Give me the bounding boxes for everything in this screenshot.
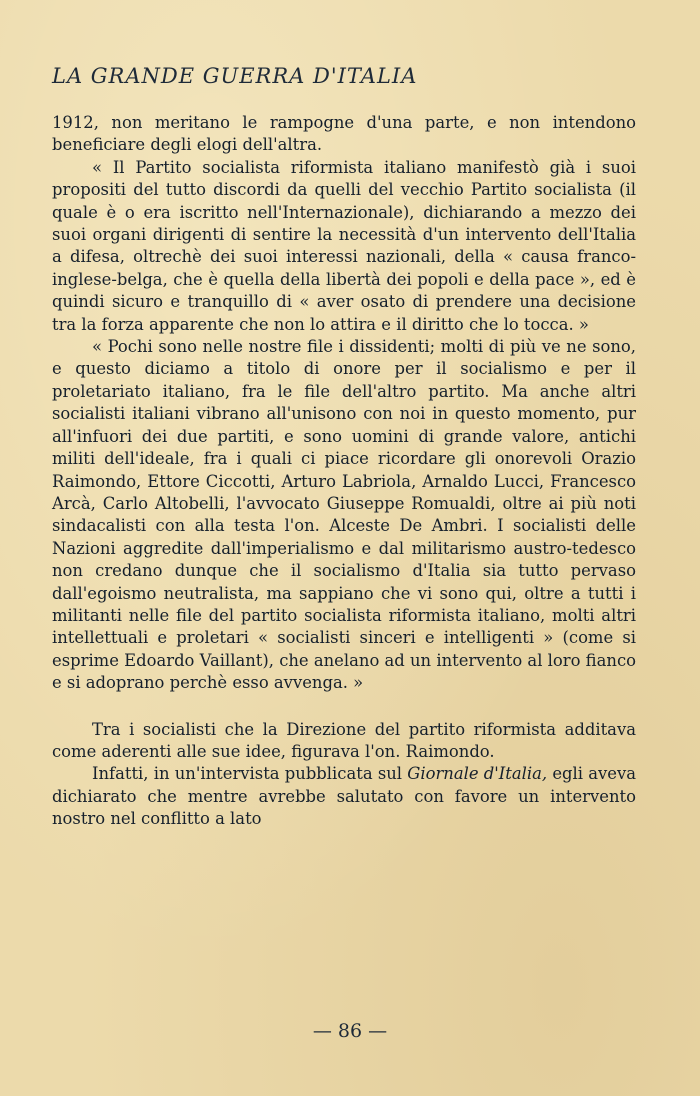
paragraph-quote-party: « Il Partito socialista riformista italiano manifestò già i suoi propositi del tutto discordi da quelli del vecchio Partito socialista (il quale è o era iscritto nell'Internazionale), dichiarando a mezzo dei suoi organi dirigenti di sentire la necessità d'un intervento dell'Italia a difesa, oltrechè dei suoi interessi nazionali, della « causa franco-inglese-belga, che è quella della libertà dei popoli e della pace », ed è quindi sicuro e tranquillo di « aver osato di prendere una decisione tra la forza apparente che non lo attira e il diritto che lo tocca. » xyxy=(52,157,636,334)
newspaper-title: Giornale d'Italia, xyxy=(407,764,548,784)
paragraph-continuation: 1912, non meritano le rampogne d'una parte, e non intendono beneficiare degli elogi dell'altra. xyxy=(52,113,636,155)
body-text xyxy=(52,112,636,831)
paragraph-interview xyxy=(52,763,636,830)
paragraph-interview-lead: Infatti, in un'intervista pubblicata sul xyxy=(92,764,408,784)
running-head: LA GRANDE GUERRA D'ITALIA xyxy=(52,64,418,88)
paragraph-interview-rest: egli aveva dichiarato che mentre avrebbe salutato con favore un intervento nostro nel conflitto a lato xyxy=(52,764,636,829)
paragraph-raimondo: Tra i socialisti che la Direzione del partito riformista additava come aderenti alle sue idee, figurava l'on. Raimondo. xyxy=(52,719,636,761)
page-number: — 86 — xyxy=(312,1020,388,1042)
paragraph-quote-dissidents: « Pochi sono nelle nostre file i dissidenti; molti di più ve ne sono, e questo diciamo a titolo di onore per il socialismo e per il proletariato italiano, fra le file dell'altro partito. Ma anche altri socialisti italiani vibrano all'unisono con noi in questo momento, pur all'infuori dei due partiti, e sono uomini di grande valore, antichi militi dell'ideale, fra i quali ci piace ricordare gli onorevoli Orazio Raimondo, Ettore Ciccotti, Arturo Labriola, Arnaldo Lucci, Francesco Arcà, Carlo Altobelli, l'avvocato Giuseppe Romualdi, oltre ai più noti sindacalisti con alla testa l'on. Alceste De Ambri. I socialisti delle Nazioni aggredite dall'imperialismo e dal militarismo austro-tedesco non credano dunque che il socialismo d'Italia sia tutto pervaso dall'egoismo neutralista, ma sappiano che vi sono qui, oltre a tutti i militanti nelle file del partito socialista riformista italiano, molti altri intellettuali e proletari « socialisti sinceri e intelligenti » (come si esprime Edoardo Vaillant), che anelano ad un intervento al loro fianco e si adoprano perchè esso avvenga. » xyxy=(52,337,636,693)
